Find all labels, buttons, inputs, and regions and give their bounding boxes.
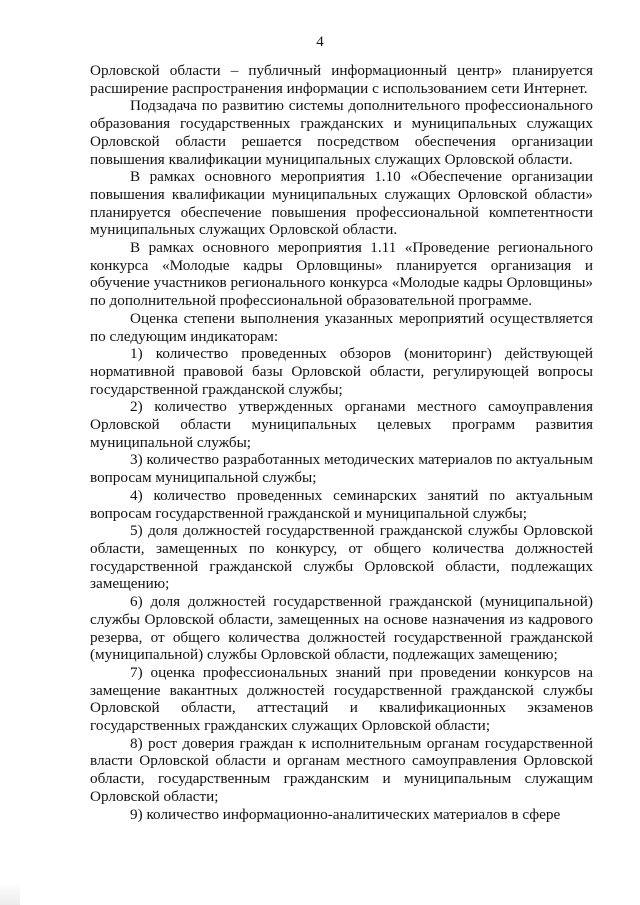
scan-edge-shadow <box>0 883 20 905</box>
list-item: 1) количество проведенных обзоров (мониторинг) действующей нормативной правовой базы Орловской области, регулирующей вопросы государственной гражданской службы; <box>90 345 593 398</box>
document-body <box>90 62 593 823</box>
page-number: 4 <box>316 34 324 50</box>
list-item: 8) рост доверия граждан к исполнительным органам государственной власти Орловской области и органам местного самоуправления Орловской области, государственным гражданским и муниципальным служащим Орловской области; <box>90 734 593 805</box>
paragraph: Оценка степени выполнения указанных мероприятий осуществляется по следующим индикаторам: <box>90 309 593 345</box>
paragraph: Подзадача по развитию системы дополнительного профессионального образования государственных гражданских и муниципальных служащих Орловской области решается посредством обеспечения организации повышения квалификации муниципальных служащих Орловской области. <box>90 97 593 168</box>
paragraph: В рамках основного мероприятия 1.11 «Проведение регионального конкурса «Молодые кадры Орловщины» планируется организация и обучение участников регионального конкурса «Молодые кадры Орловщины» по дополнительной профессиональной образовательной программе. <box>90 239 593 310</box>
list-item: 4) количество проведенных семинарских занятий по актуальным вопросам государственной гражданской и муниципальной службы; <box>90 486 593 522</box>
list-item: 2) количество утвержденных органами местного самоуправления Орловской области муниципальных целевых программ развития муниципальной службы; <box>90 398 593 451</box>
paragraph: Орловской области – публичный информационный центр» планируется расширение распространения информации с использованием сети Интернет. <box>90 62 593 97</box>
list-item: 7) оценка профессиональных знаний при проведении конкурсов на замещение вакантных должностей государственной гражданской службы Орловской области, аттестаций и квалификационных экзаменов государственных гражданских служащих Орловской области; <box>90 663 593 735</box>
list-item: 3) количество разработанных методических материалов по актуальным вопросам муниципальной службы; <box>90 451 593 487</box>
list-item: 5) доля должностей государственной гражданской службы Орловской области, замещенных по конкурсу, от общего количества должностей государственной гражданской службы Орловской области, подлежащих замещению; <box>90 522 593 593</box>
list-item: 6) доля должностей государственной гражданской (муниципальной) службы Орловской области, замещенных на основе назначения из кадрового резерва, от общего количества должностей государственной гражданской (муниципальной) службы Орловской области, подлежащих замещению; <box>90 593 593 664</box>
paragraph: В рамках основного мероприятия 1.10 «Обеспечение организации повышения квалификации муниципальных служащих Орловской области» планируется обеспечение повышения профессиональной компетентности муниципальных служащих Орловской области. <box>90 168 593 239</box>
list-item: 9) количество информационно-аналитических материалов в сфере <box>130 805 561 823</box>
